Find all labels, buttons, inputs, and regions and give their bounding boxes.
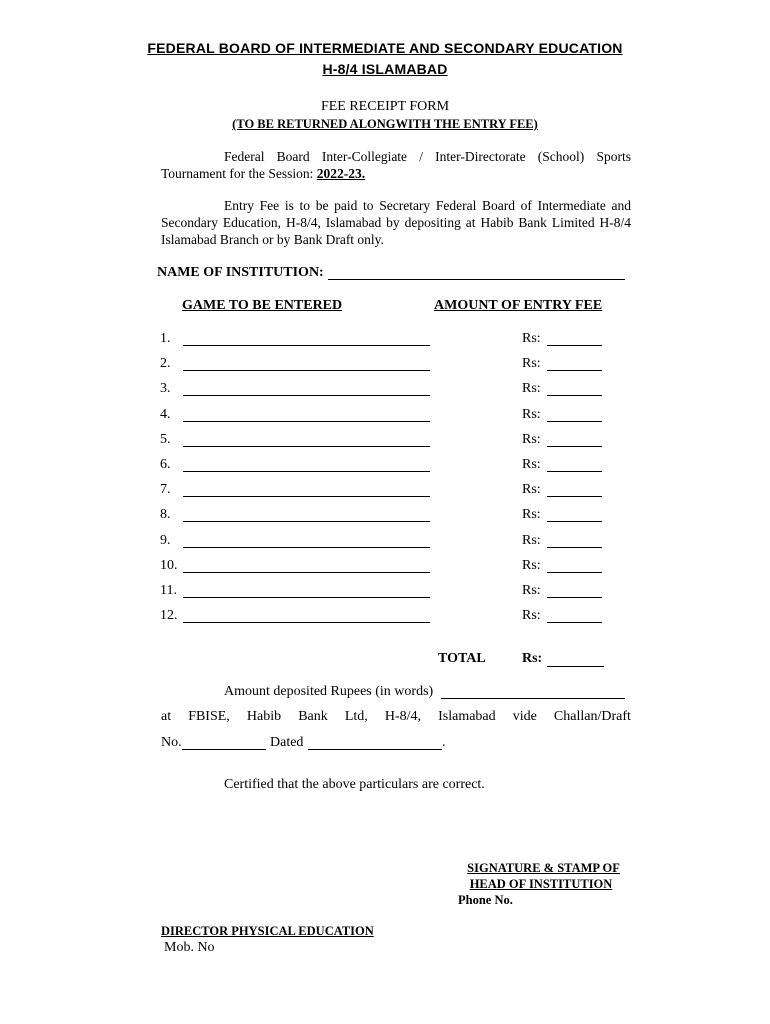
ltd-word: Ltd,	[344, 709, 368, 724]
signature-line-2: HEAD OF INSTITUTION	[469, 877, 613, 891]
vide-word: vide	[512, 709, 537, 724]
dated-label: Dated	[270, 735, 304, 750]
rs-label: Rs:	[522, 356, 541, 371]
fee-amount-field[interactable]	[547, 572, 602, 573]
total-label: TOTAL	[438, 651, 486, 666]
rs-label: Rs:	[522, 407, 541, 422]
row-number: 6.	[160, 457, 171, 472]
rs-label: Rs:	[522, 608, 541, 623]
game-entry-field[interactable]	[183, 496, 430, 497]
game-entry-field[interactable]	[183, 345, 430, 346]
row-number: 7.	[160, 482, 171, 497]
game-entry-field[interactable]	[183, 547, 430, 548]
rs-label: Rs:	[522, 331, 541, 346]
game-entry-field[interactable]	[183, 622, 430, 623]
challan-no-field[interactable]	[182, 749, 266, 750]
game-entry-field[interactable]	[183, 421, 430, 422]
rs-label: Rs:	[522, 583, 541, 598]
institution-label: NAME OF INSTITUTION:	[157, 265, 324, 280]
at-word: at	[161, 709, 172, 724]
row-number: 2.	[160, 356, 171, 371]
intro-text: Federal Board Inter-Collegiate / Inter-Directorate (School) Sports Tournament for the Session:	[161, 149, 631, 181]
row-number: 5.	[160, 432, 171, 447]
fee-amount-field[interactable]	[547, 521, 602, 522]
game-column-header: GAME TO BE ENTERED	[182, 298, 343, 313]
rs-label: Rs:	[522, 533, 541, 548]
rs-label: Rs:	[522, 558, 541, 573]
form-subtitle: (TO BE RETURNED ALONGWITH THE ENTRY FEE)	[232, 117, 538, 131]
row-number: 11.	[160, 583, 177, 598]
fee-amount-field[interactable]	[547, 597, 602, 598]
intro-paragraph	[161, 148, 631, 182]
rs-label: Rs:	[522, 381, 541, 396]
row-number: 3.	[160, 381, 171, 396]
habib-word: Habib	[246, 709, 282, 724]
fee-amount-field[interactable]	[547, 446, 602, 447]
islamabad-word: Islamabad	[438, 709, 496, 724]
row-number: 4.	[160, 407, 171, 422]
rs-label: Rs:	[522, 457, 541, 472]
challan-no-label: No.	[161, 735, 182, 750]
game-entry-field[interactable]	[183, 395, 430, 396]
fee-amount-field[interactable]	[547, 421, 602, 422]
amount-words-field[interactable]	[441, 698, 625, 699]
game-entry-field[interactable]	[183, 446, 430, 447]
challan-word: Challan/Draft	[553, 709, 631, 724]
fee-amount-field[interactable]	[547, 471, 602, 472]
director-title: DIRECTOR PHYSICAL EDUCATION	[161, 924, 374, 938]
fee-amount-field[interactable]	[547, 547, 602, 548]
form-title: FEE RECEIPT FORM	[320, 99, 450, 114]
certification-text: Certified that the above particulars are correct.	[224, 777, 485, 792]
deposit-at-line	[161, 709, 631, 725]
row-number: 8.	[160, 507, 171, 522]
rs-label: Rs:	[522, 482, 541, 497]
fbise-word: FBISE,	[188, 709, 230, 724]
phone-label: Phone No.	[458, 893, 513, 907]
total-rs-label: Rs:	[522, 651, 543, 666]
rs-label: Rs:	[522, 507, 541, 522]
sector-word: H-8/4,	[384, 709, 422, 724]
institution-name-field[interactable]	[328, 279, 625, 280]
row-number: 12.	[160, 608, 178, 623]
row-number: 10.	[160, 558, 178, 573]
amount-words-label: Amount deposited Rupees (in words)	[224, 684, 434, 699]
fee-amount-field[interactable]	[547, 496, 602, 497]
board-name-heading: FEDERAL BOARD OF INTERMEDIATE AND SECONDARY EDUCATION	[147, 40, 623, 56]
fee-amount-field[interactable]	[547, 622, 602, 623]
game-entry-field[interactable]	[183, 572, 430, 573]
bank-word: Bank	[298, 709, 328, 724]
amount-column-header: AMOUNT OF ENTRY FEE	[434, 298, 603, 313]
dated-field[interactable]	[308, 749, 442, 750]
total-amount-field[interactable]	[547, 666, 604, 667]
fee-amount-field[interactable]	[547, 370, 602, 371]
session-value: 2022-23.	[316, 166, 366, 181]
board-address-heading: H-8/4 ISLAMABAD	[322, 61, 448, 77]
dated-period: .	[442, 735, 446, 750]
game-entry-field[interactable]	[183, 597, 430, 598]
row-number: 1.	[160, 331, 171, 346]
game-entry-field[interactable]	[183, 471, 430, 472]
row-number: 9.	[160, 533, 171, 548]
game-entry-field[interactable]	[183, 370, 430, 371]
signature-line-1: SIGNATURE & STAMP OF	[467, 861, 620, 875]
rs-label: Rs:	[522, 432, 541, 447]
fee-amount-field[interactable]	[547, 395, 602, 396]
fee-amount-field[interactable]	[547, 345, 602, 346]
game-entry-field[interactable]	[183, 521, 430, 522]
payment-note: Entry Fee is to be paid to Secretary Federal Board of Intermediate and Secondary Education, H-8/4, Islamabad by depositing at Habib Bank Limited H-8/4 Islamabad Branch or by Bank Draft only.	[161, 198, 631, 247]
mobile-label: Mob. No	[164, 940, 215, 955]
